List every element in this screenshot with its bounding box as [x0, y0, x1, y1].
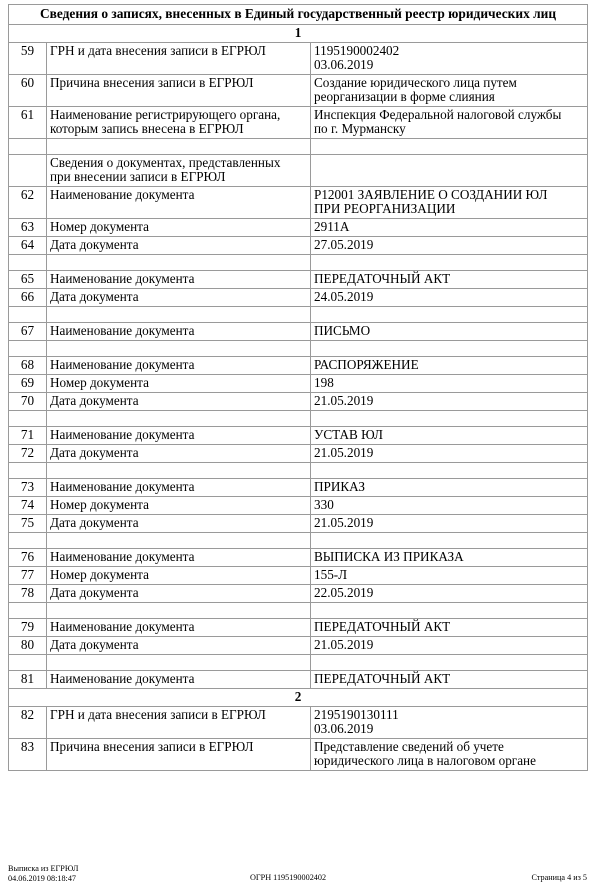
- table-row: [9, 289, 588, 307]
- spacer-row: [9, 533, 588, 549]
- value-text: 155-Л: [314, 567, 348, 582]
- spacer-cell: [311, 411, 588, 427]
- row-number: 73: [9, 479, 47, 497]
- spacer-cell: [47, 655, 311, 671]
- label-text: Дата документа: [50, 445, 139, 460]
- spacer-cell: [47, 463, 311, 479]
- table-row: [9, 479, 588, 497]
- row-label: [47, 375, 311, 393]
- spacer-cell: [9, 533, 47, 549]
- row-value: [311, 479, 588, 497]
- row-value: [311, 187, 588, 219]
- spacer-cell: [311, 139, 588, 155]
- spacer-cell: [9, 603, 47, 619]
- row-value: [311, 445, 588, 463]
- spacer-cell: [47, 255, 311, 271]
- label-text: Наименование документа: [50, 323, 195, 338]
- row-label: [47, 427, 311, 445]
- row-number: 60: [9, 75, 47, 107]
- value-text: 22.05.2019: [314, 585, 374, 600]
- spacer-cell: [47, 139, 311, 155]
- row-number: 69: [9, 375, 47, 393]
- row-value: [311, 107, 588, 139]
- value-text: 27.05.2019: [314, 237, 374, 252]
- spacer-row: [9, 411, 588, 427]
- row-value: [311, 515, 588, 533]
- table-row: [9, 549, 588, 567]
- label-text: Причина внесения записи в ЕГРЮЛ: [50, 739, 254, 754]
- table-row: [9, 187, 588, 219]
- value-text: ПЕРЕДАТОЧНЫЙ АКТ: [314, 271, 451, 286]
- spacer-row: [9, 255, 588, 271]
- row-number: 78: [9, 585, 47, 603]
- row-value: [311, 393, 588, 411]
- row-value: [311, 497, 588, 515]
- label-text: Номер документа: [50, 219, 149, 234]
- label-text: Номер документа: [50, 375, 149, 390]
- row-value: [311, 219, 588, 237]
- table-row: [9, 323, 588, 341]
- spacer-cell: [311, 255, 588, 271]
- label-text: Наименование регистрирующего органа, которым запись внесена в ЕГРЮЛ: [50, 107, 281, 136]
- label-text: Дата документа: [50, 393, 139, 408]
- spacer-cell: [9, 307, 47, 323]
- spacer-row: [9, 307, 588, 323]
- spacer-cell: [47, 411, 311, 427]
- spacer-cell: [311, 307, 588, 323]
- row-label: [47, 289, 311, 307]
- section-number: 1: [9, 25, 588, 43]
- row-label: [47, 393, 311, 411]
- row-label: [47, 357, 311, 375]
- row-label: [47, 567, 311, 585]
- row-label: [47, 515, 311, 533]
- value-text: ПЕРЕДАТОЧНЫЙ АКТ: [314, 619, 451, 634]
- row-value: [311, 289, 588, 307]
- table-row: [9, 707, 588, 739]
- row-label: [47, 445, 311, 463]
- footer-doc-title: Выписка из ЕГРЮЛ: [8, 864, 79, 873]
- section-header-row: [9, 689, 588, 707]
- row-label: [47, 219, 311, 237]
- label-text: Сведения о документах, представленных при внесении записи в ЕГРЮЛ: [50, 155, 281, 184]
- row-number: 74: [9, 497, 47, 515]
- row-value: [311, 237, 588, 255]
- row-number: 81: [9, 671, 47, 689]
- value-text: ВЫПИСКА ИЗ ПРИКАЗА: [314, 549, 464, 564]
- value-text: ПИСЬМО: [314, 323, 371, 338]
- row-number: 75: [9, 515, 47, 533]
- row-value: [311, 739, 588, 771]
- row-value: [311, 671, 588, 689]
- value-text: 21.05.2019: [314, 445, 374, 460]
- label-text: Наименование документа: [50, 357, 195, 372]
- value-text: Р12001 ЗАЯВЛЕНИЕ О СОЗДАНИИ ЮЛ ПРИ РЕОРГАНИЗАЦИИ: [314, 187, 548, 216]
- spacer-cell: [47, 341, 311, 357]
- row-number: 63: [9, 219, 47, 237]
- row-label: [47, 187, 311, 219]
- row-number: 61: [9, 107, 47, 139]
- table-row: [9, 427, 588, 445]
- table-title: Сведения о записях, внесенных в Единый государственный реестр юридических лиц: [9, 5, 588, 25]
- row-label: [47, 637, 311, 655]
- row-value: [311, 375, 588, 393]
- row-value: [311, 567, 588, 585]
- table-row: [9, 585, 588, 603]
- table-title-row: [9, 5, 588, 25]
- spacer-cell: [311, 655, 588, 671]
- row-number: 64: [9, 237, 47, 255]
- value-text: 21.05.2019: [314, 637, 374, 652]
- value-text: 21.05.2019: [314, 515, 374, 530]
- value-text: 198: [314, 375, 334, 390]
- table-row: [9, 567, 588, 585]
- row-value: [311, 549, 588, 567]
- row-number: 70: [9, 393, 47, 411]
- egrul-records-table: [8, 4, 588, 771]
- row-number: 83: [9, 739, 47, 771]
- spacer-cell: [47, 603, 311, 619]
- row-value: [311, 357, 588, 375]
- table-row: [9, 43, 588, 75]
- row-label: [47, 323, 311, 341]
- row-number: 71: [9, 427, 47, 445]
- row-number: 72: [9, 445, 47, 463]
- label-text: ГРН и дата внесения записи в ЕГРЮЛ: [50, 43, 266, 58]
- row-label: [47, 619, 311, 637]
- subheader-label: [47, 155, 311, 187]
- label-text: Наименование документа: [50, 427, 195, 442]
- footer-page-number: Страница 4 из 5: [531, 873, 587, 882]
- value-text: 24.05.2019: [314, 289, 374, 304]
- table-row: [9, 237, 588, 255]
- label-text: Дата документа: [50, 585, 139, 600]
- row-label: [47, 497, 311, 515]
- row-value: [311, 43, 588, 75]
- table-row: [9, 637, 588, 655]
- table-row: [9, 393, 588, 411]
- value-text: 2195190130111 03.06.2019: [314, 707, 399, 736]
- row-number: 65: [9, 271, 47, 289]
- row-label: [47, 671, 311, 689]
- spacer-cell: [9, 341, 47, 357]
- value-text: Создание юридического лица путем реорганизации в форме слияния: [314, 75, 517, 104]
- row-value: [311, 75, 588, 107]
- table-row: [9, 107, 588, 139]
- spacer-cell: [47, 533, 311, 549]
- spacer-cell: [9, 411, 47, 427]
- label-text: Дата документа: [50, 289, 139, 304]
- row-value: [311, 155, 588, 187]
- row-number: 62: [9, 187, 47, 219]
- row-value: [311, 271, 588, 289]
- row-number: 68: [9, 357, 47, 375]
- spacer-cell: [311, 603, 588, 619]
- table-row: [9, 739, 588, 771]
- footer-datetime: 04.06.2019 08:18:47: [8, 873, 77, 883]
- row-label: [47, 479, 311, 497]
- row-value: [311, 585, 588, 603]
- table-row: [9, 619, 588, 637]
- spacer-cell: [311, 463, 588, 479]
- row-number: 80: [9, 637, 47, 655]
- label-text: Дата документа: [50, 515, 139, 530]
- row-label: [47, 707, 311, 739]
- value-text: Инспекция Федеральной налоговой службы по г. Мурманску: [314, 107, 562, 136]
- value-text: Представление сведений об учете юридического лица в налоговом органе: [314, 739, 536, 768]
- value-text: ПЕРЕДАТОЧНЫЙ АКТ: [314, 671, 451, 686]
- value-text: 330: [314, 497, 334, 512]
- table-row: [9, 357, 588, 375]
- label-text: Наименование документа: [50, 271, 195, 286]
- row-label: [47, 43, 311, 75]
- spacer-row: [9, 463, 588, 479]
- table-row: [9, 271, 588, 289]
- value-text: ПРИКАЗ: [314, 479, 365, 494]
- spacer-row: [9, 655, 588, 671]
- label-text: Наименование документа: [50, 619, 195, 634]
- label-text: Номер документа: [50, 567, 149, 582]
- label-text: Наименование документа: [50, 187, 195, 202]
- section-header-row: [9, 25, 588, 43]
- row-number: 67: [9, 323, 47, 341]
- row-value: [311, 323, 588, 341]
- table-row: [9, 445, 588, 463]
- table-row: [9, 671, 588, 689]
- spacer-cell: [9, 463, 47, 479]
- table-row: [9, 497, 588, 515]
- row-number: 77: [9, 567, 47, 585]
- page-footer: [0, 864, 600, 889]
- value-text: 2911А: [314, 219, 350, 234]
- row-number: 66: [9, 289, 47, 307]
- row-number: 79: [9, 619, 47, 637]
- spacer-cell: [47, 307, 311, 323]
- spacer-cell: [9, 139, 47, 155]
- subheader-row: [9, 155, 588, 187]
- footer-left: [8, 864, 78, 883]
- label-text: Наименование документа: [50, 549, 195, 564]
- table-row: [9, 219, 588, 237]
- row-label: [47, 271, 311, 289]
- section-number: 2: [9, 689, 588, 707]
- table-row: [9, 515, 588, 533]
- row-value: [311, 619, 588, 637]
- label-text: Дата документа: [50, 237, 139, 252]
- row-label: [47, 75, 311, 107]
- value-text: 1195190002402 03.06.2019: [314, 43, 400, 72]
- table-row: [9, 75, 588, 107]
- spacer-row: [9, 603, 588, 619]
- value-text: 21.05.2019: [314, 393, 374, 408]
- row-value: [311, 707, 588, 739]
- row-label: [47, 585, 311, 603]
- value-text: РАСПОРЯЖЕНИЕ: [314, 357, 419, 372]
- row-label: [47, 549, 311, 567]
- label-text: Наименование документа: [50, 671, 195, 686]
- value-text: УСТАВ ЮЛ: [314, 427, 383, 442]
- row-number: 82: [9, 707, 47, 739]
- spacer-cell: [311, 533, 588, 549]
- spacer-cell: [9, 255, 47, 271]
- row-number: 59: [9, 43, 47, 75]
- label-text: ГРН и дата внесения записи в ЕГРЮЛ: [50, 707, 266, 722]
- label-text: Номер документа: [50, 497, 149, 512]
- spacer-row: [9, 139, 588, 155]
- label-text: Наименование документа: [50, 479, 195, 494]
- row-number: 76: [9, 549, 47, 567]
- label-text: Причина внесения записи в ЕГРЮЛ: [50, 75, 254, 90]
- spacer-cell: [311, 341, 588, 357]
- row-label: [47, 107, 311, 139]
- table-row: [9, 375, 588, 393]
- spacer-cell: [9, 655, 47, 671]
- row-number: [9, 155, 47, 187]
- spacer-row: [9, 341, 588, 357]
- row-value: [311, 427, 588, 445]
- row-label: [47, 237, 311, 255]
- row-value: [311, 637, 588, 655]
- footer-ogrn: ОГРН 1195190002402: [250, 873, 327, 882]
- row-label: [47, 739, 311, 771]
- label-text: Дата документа: [50, 637, 139, 652]
